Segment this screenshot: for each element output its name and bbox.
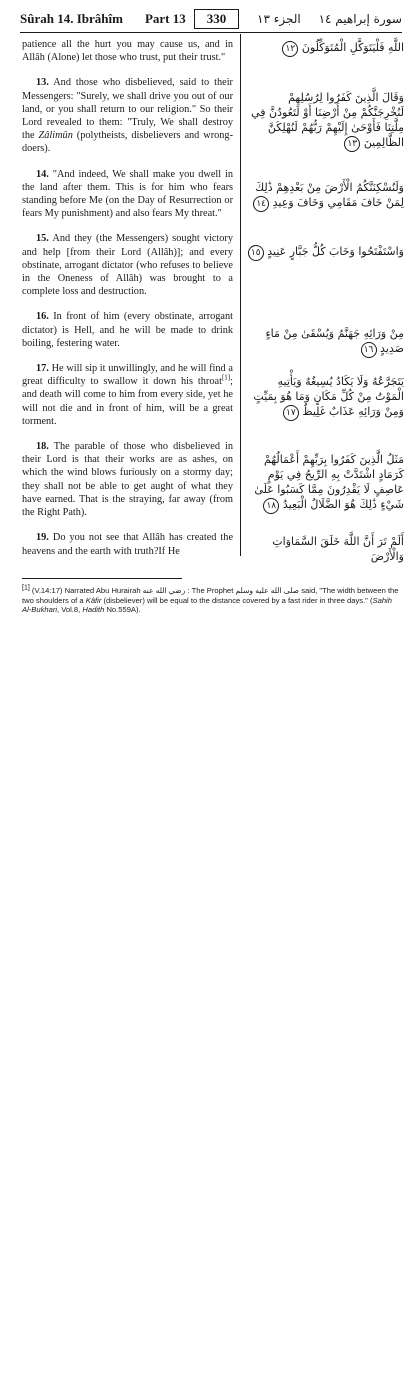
header-left [20, 9, 239, 29]
column-divider [240, 34, 241, 556]
arabic-ayah-text: وَلَنُسْكِنَنَّكُمُ الْأَرْضَ مِنْ بَعْدِهِمْ ذَٰلِكَ لِمَنْ خَافَ مَقَامِي وَخَافَ وَعِيدِ [255, 181, 404, 209]
arabic-ayah-16 [246, 326, 404, 358]
footnote-hadith-label: Hadith [82, 605, 105, 615]
ayah-number-marker: ١٦ [361, 342, 377, 358]
footnote-text: No.559A). [104, 605, 141, 615]
verse-number: 17. [36, 363, 49, 375]
verse-text: In front of him (every obstinate, arrogant dictator) is Hell, and he will be made to drink boiling, festering water. [22, 311, 234, 349]
arabic-ayah-text: أَلَمْ تَرَ أَنَّ اللَّهَ خَلَقَ السَّمَاوَاتِ وَالْأَرْضَ [272, 535, 404, 563]
verse-13 [22, 76, 233, 155]
arabic-ayah-19 [246, 534, 404, 564]
arabic-ayah-15 [246, 244, 404, 261]
ayah-number-marker: ١٥ [248, 245, 264, 261]
footnote-text: , Vol.8, [57, 605, 83, 615]
footnote-source: Sahih Al-Bukhari [22, 595, 392, 615]
ayah-number-marker: ١٢ [282, 41, 298, 57]
ayah-number-marker: ١٣ [344, 136, 360, 152]
verse-number: 18. [36, 441, 49, 453]
verse-text: He will sip it unwillingly, and he will find a great difficulty to swallow it down his throat [22, 363, 233, 388]
surah-title: Sûrah 14. Ibrâhîm [20, 11, 123, 26]
footnote-text: (disbeliever) will be equal to the distance covered by a fast rider in three days." ( [101, 595, 373, 605]
english-translation-column [22, 38, 233, 565]
footnote-italic-term: Kâfir [85, 595, 102, 605]
verse-18 [22, 440, 233, 519]
verse-number: 13. [36, 77, 49, 89]
footnote-text: Narrated Abu Hurairah رضي الله عنه : The Prophet صلى الله عليه وسلم said, "The width between the two shoulders of a [22, 586, 399, 605]
verse-italic-term: Zâlimûn [38, 130, 73, 142]
page-header [20, 6, 402, 33]
arabic-ayah-18 [246, 452, 404, 514]
footnote-marker: [1] [22, 584, 30, 592]
arabic-ayah-text: وَقَالَ الَّذِينَ كَفَرُوا لِرُسُلِهِمْ لَنُخْرِجَنَّكُمْ مِنْ أَرْضِنَا أَوْ لَتَعُودُنَّ فِي مِلَّتِنَا فَأَوْحَىٰ إِلَيْهِمْ رَبُّهُمْ لَنُهْلِكَنَّ الظَّالِمِينَ [251, 91, 404, 149]
arabic-surah-title: سورة إبراهيم ١٤ [318, 12, 402, 26]
verse-text: And they (the Messengers) sought victory and help [from their Lord (Allâh)]; and every obstinate, arrogant dictator (who refuses to believe in the Oneness of Allâh) was brought to a complete loss and destruction. [22, 233, 233, 298]
arabic-ayah-text: وَاسْتَفْتَحُوا وَخَابَ كُلُّ جَبَّارٍ عَنِيدٍ [267, 245, 404, 258]
arabic-ayah-text: مَثَلُ الَّذِينَ كَفَرُوا بِرَبِّهِمْ أَعْمَالُهُمْ كَرَمَادٍ اشْتَدَّتْ بِهِ الرِّيحُ فِي يَوْمٍ عَاصِفٍ لَا يَقْدِرُونَ مِمَّا كَسَبُوا عَلَىٰ شَيْءٍ ذَٰلِكَ هُوَ الضَّلَالُ الْبَعِيدُ [254, 453, 404, 511]
arabic-ayah-14 [246, 180, 404, 212]
arabic-ayah-12 [246, 40, 404, 57]
verse-text: "And indeed, We shall make you dwell in the land after them. This is for him who fears standing before Me (on the Day of Resurrection or fears My punishment) and also fears My threat." [22, 168, 233, 220]
verse-number: 15. [36, 233, 49, 245]
arabic-ayah-text: اللَّهِ فَلْيَتَوَكَّلِ الْمُتَوَكِّلُونَ [301, 41, 404, 54]
verse-17 [22, 362, 233, 428]
footnote [22, 586, 402, 615]
verse-19 [22, 531, 233, 557]
arabic-ayah-text: مِنْ وَرَائِهِ جَهَنَّمُ وَيُسْقَىٰ مِنْ مَاءٍ صَدِيدٍ [265, 327, 404, 355]
arabic-ayah-text: يَتَجَرَّعُهُ وَلَا يَكَادُ يُسِيغُهُ وَيَأْتِيهِ الْمَوْتُ مِنْ كُلِّ مَكَانٍ وَمَا هُوَ بِمَيِّتٍ وَمِنْ وَرَائِهِ عَذَابٌ غَلِيظٌ [253, 375, 404, 418]
ayah-number-marker: ١٤ [253, 196, 269, 212]
verse-number: 14. [36, 168, 49, 180]
verse-16 [22, 310, 233, 350]
verse-number: 19. [36, 532, 49, 544]
page-number: 330 [194, 9, 240, 29]
verse-number: 16. [36, 311, 49, 323]
ayah-number-marker: ١٧ [283, 405, 299, 421]
verse-text: ; and death will come to him from every side, yet he will not die and in front of him, will be a great torment. [22, 376, 233, 427]
verse-14 [22, 168, 233, 221]
verse-12-continuation [22, 38, 233, 64]
verse-text: (polytheists, disbelievers and wrong-doers). [22, 130, 233, 155]
arabic-part-label: الجزء ١٣ [257, 12, 301, 26]
part-label: Part 13 [144, 11, 186, 26]
arabic-ayah-17 [246, 374, 404, 421]
verse-15 [22, 232, 233, 298]
arabic-ayah-13 [246, 90, 404, 152]
verse-text: The parable of those who disbelieved in their Lord is that their works are as ashes, on which the wind blows furiously on a stormy day; they shall not be able to get aught of what they have earned. That is the straying, far away (from the Right Path). [22, 441, 234, 519]
footnote-ref: (V.14:17) [31, 586, 63, 595]
verse-text: Do you not see that Allâh has created the heavens and the earth with truth?If He [22, 532, 234, 557]
footnote-divider [22, 578, 182, 579]
ayah-number-marker: ١٨ [263, 498, 279, 514]
footnote-reference: [1] [221, 373, 231, 382]
verse-text: patience all the hurt you may cause us, and in Allâh (Alone) let those who trust, put their trust." [22, 39, 233, 64]
verse-text: And those who disbelieved, said to their Messengers: "Surely, we shall drive you out of our land, or you shall return to our religion." So their Lord revealed to them: "Truly, We shall destroy the [22, 77, 233, 142]
